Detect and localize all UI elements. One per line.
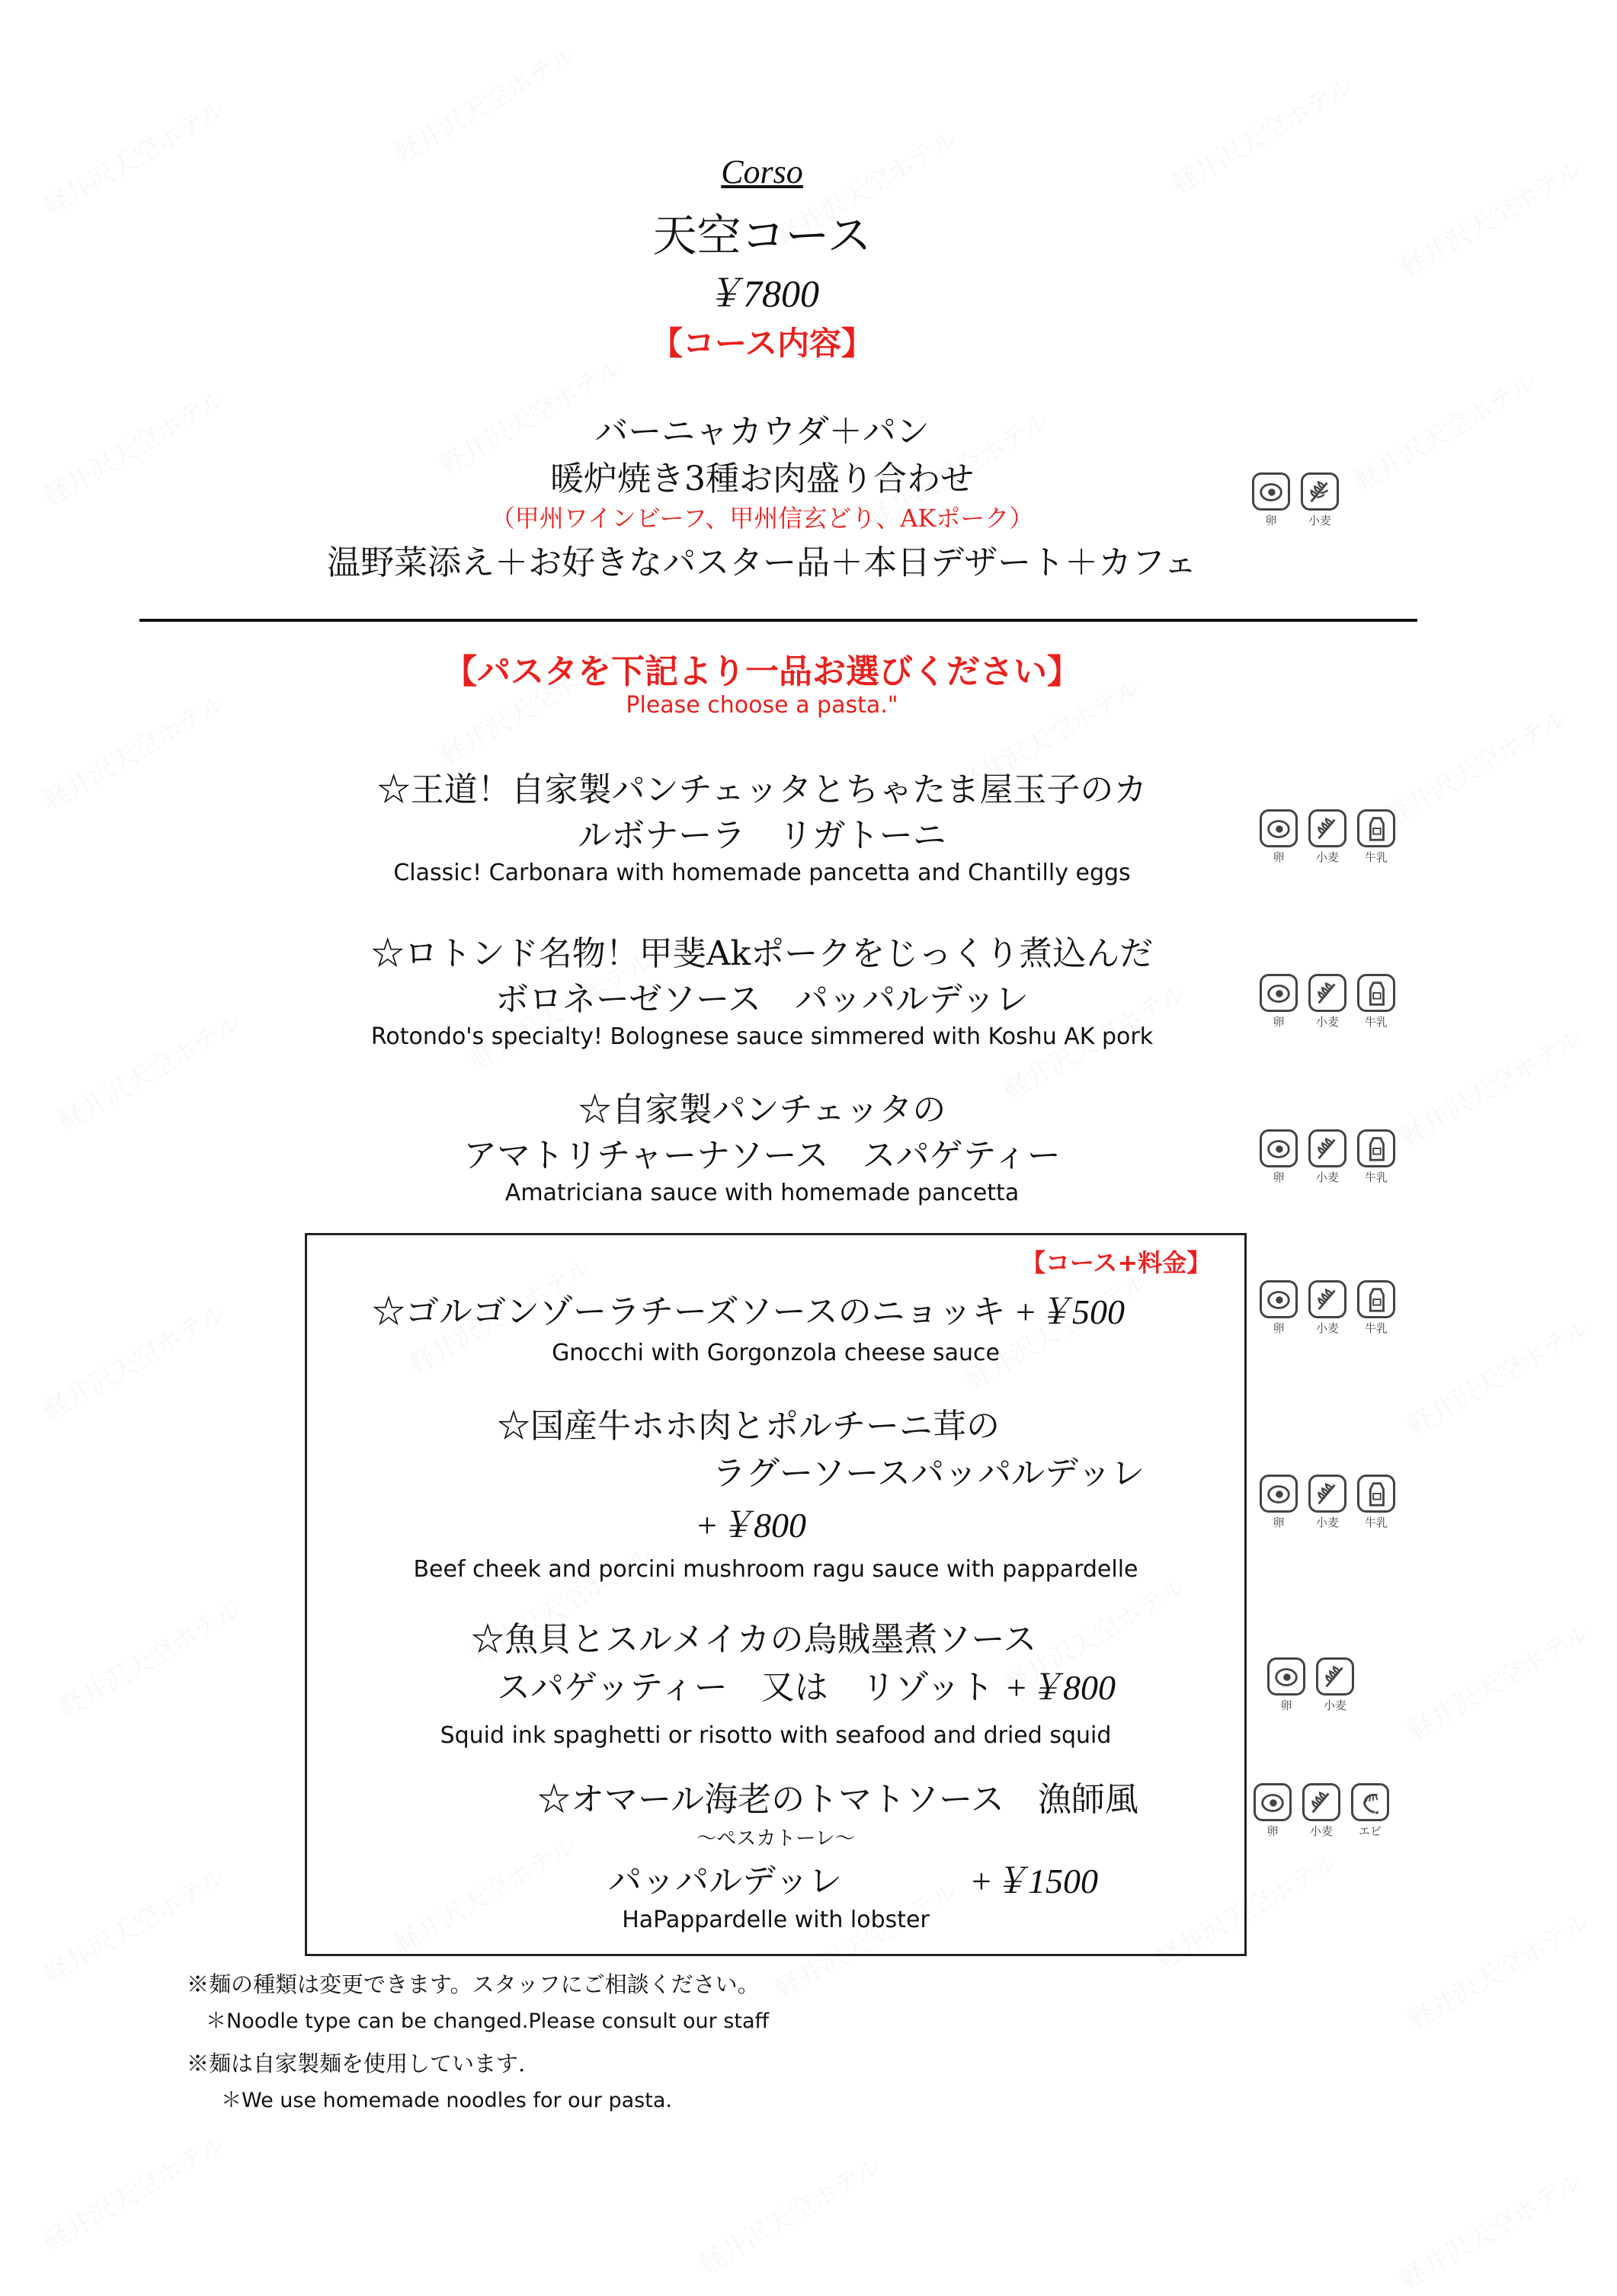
extra-3-name-line1: ☆魚貝とスルメイカの烏賊墨煮ソース xyxy=(471,1620,1037,1659)
extra-1-price: +￥500 xyxy=(1013,1292,1125,1331)
dish-1-name-line2: ルボナーラ リガトーニ xyxy=(578,816,946,855)
course-line-3: （甲州ワインビーフ、甲州信玄どり、AKポーク） xyxy=(490,504,1034,533)
wheat-icon xyxy=(1321,1662,1350,1691)
watermark-text xyxy=(1399,1612,1596,1748)
dish-3-english: Amatriciana sauce with homemade pancetta xyxy=(504,1180,1020,1206)
pasta-heading: 【パスタを下記より一品お選びください】 xyxy=(443,652,1081,691)
egg-icon xyxy=(1264,1479,1293,1508)
extra-3-english: Squid ink spaghetti or risotto with seafood and dried squid xyxy=(440,1722,1112,1749)
extra-2-name-line2: ラグーソースパッパルデッレ xyxy=(712,1454,1145,1493)
shrimp-icon xyxy=(1356,1788,1385,1817)
dish-2-name-line1: ☆ロトンド名物！甲斐Akポークをじっくり煮込んだ xyxy=(370,934,1154,973)
extra-charge-tag: 【コース+料金】 xyxy=(1021,1248,1212,1277)
egg-icon xyxy=(1264,1285,1293,1314)
allergens-dish-1: 卵 小麦 牛乳 xyxy=(1257,809,1398,865)
dish-3-name-line2: アマトリチャーナソース スパゲティー xyxy=(463,1136,1061,1175)
course-line-4: 温野菜添え＋お好きなパスター品＋本日デザート＋カフェ xyxy=(327,543,1197,582)
wheat-icon xyxy=(1313,1134,1342,1163)
allergens-dish-3: 卵 小麦 牛乳 xyxy=(1257,1129,1398,1185)
allergens-extra-1: 卵 小麦 牛乳 xyxy=(1257,1280,1398,1336)
course-line-1: バーニャカウダ＋パン xyxy=(594,412,930,451)
section-divider xyxy=(139,619,1417,622)
corso-label: Corso xyxy=(721,153,803,191)
watermark-text xyxy=(50,1590,248,1725)
extra-4-name-line2: パッパルデッレ xyxy=(608,1862,843,1901)
egg-icon xyxy=(1258,1788,1287,1817)
course-contents-heading: 【コース内容】 xyxy=(651,325,873,362)
extra-3-name-line2: スパゲッティー 又は リゾット xyxy=(497,1668,994,1707)
allergens-course xyxy=(1250,472,1341,528)
pasta-heading-en: Please choose a pasta." xyxy=(626,692,898,719)
watermark-text xyxy=(35,1292,232,1428)
wheat-icon xyxy=(1313,1479,1342,1508)
milk-icon xyxy=(1362,978,1391,1007)
milk-icon xyxy=(1362,814,1391,843)
dish-2-english: Rotondo's specialty! Bolognese sauce simmered with Koshu AK pork xyxy=(370,1023,1154,1050)
allergens-dish-2: 卵 小麦 牛乳 xyxy=(1257,974,1398,1030)
note-1-jp: ※麺の種類は変更できます。スタッフにご相談ください。 xyxy=(187,1971,760,1997)
wheat-icon xyxy=(1305,477,1334,506)
extra-4-english: HaPappardelle with lobster xyxy=(622,1907,930,1933)
watermark-text xyxy=(1399,1902,1596,2038)
note-1-en: ＊Noodle type can be changed.Please consult our staff xyxy=(206,2009,770,2033)
allergens-extra-4: 卵 小麦 エビ xyxy=(1251,1783,1391,1839)
watermark-text xyxy=(35,2123,232,2259)
extra-1-name: ☆ゴルゴンゾーラチーズソースのニョッキ xyxy=(372,1292,1006,1331)
wheat-allergen: 小麦 xyxy=(1298,472,1341,528)
milk-icon xyxy=(1362,1479,1391,1508)
dish-3-name-line1: ☆自家製パンチェッタの xyxy=(578,1090,946,1129)
course-line-2: 暖炉焼き3種お肉盛り合わせ xyxy=(550,460,974,498)
extra-4-subtitle: ～ペスカトーレ～ xyxy=(696,1827,855,1850)
egg-icon xyxy=(1264,814,1293,843)
watermark-text xyxy=(386,35,583,171)
extra-4-name-line1: ☆オマール海老のトマトソース 漁師風 xyxy=(537,1780,1138,1819)
dish-1-name-line1: ☆王道！自家製パンチェッタとちゃたま屋玉子のカ xyxy=(376,770,1148,809)
egg-icon xyxy=(1264,1134,1293,1163)
milk-icon xyxy=(1362,1134,1391,1163)
extra-2-name-line1: ☆国産牛ホホ肉とポルチーニ茸の xyxy=(497,1407,1000,1446)
watermark-text xyxy=(1391,2161,1589,2296)
note-2-en: ＊We use homemade noodles for our pasta. xyxy=(221,2089,672,2112)
extra-2-english: Beef cheek and porcini mushroom ragu sauce with pappardelle xyxy=(413,1556,1138,1583)
extra-1-english: Gnocchi with Gorgonzola cheese sauce xyxy=(552,1340,1000,1366)
dish-1-english: Classic! Carbonara with homemade pancetta and Chantilly eggs xyxy=(393,860,1131,886)
milk-icon xyxy=(1362,1285,1391,1314)
wheat-icon xyxy=(1313,978,1342,1007)
wheat-icon xyxy=(1313,1285,1342,1314)
egg-allergen: 卵 xyxy=(1250,472,1292,528)
wheat-icon xyxy=(1313,814,1342,843)
dish-2-name-line2: ボロネーゼソース パッパルデッレ xyxy=(495,980,1029,1019)
egg-icon xyxy=(1264,978,1293,1007)
egg-icon xyxy=(1257,477,1286,506)
watermark-text xyxy=(690,2146,888,2282)
extra-4-price: +￥1500 xyxy=(969,1862,1099,1901)
note-2-jp: ※麺は自家製麺を使用しています. xyxy=(187,2051,526,2077)
watermark-text xyxy=(1399,1308,1596,1443)
extra-2-price: +￥800 xyxy=(695,1506,807,1545)
course-title: 天空コース xyxy=(652,210,872,261)
egg-icon xyxy=(1272,1662,1301,1691)
allergens-extra-3: 卵 小麦 xyxy=(1265,1657,1356,1713)
allergens-extra-2: 卵 小麦 牛乳 xyxy=(1257,1475,1398,1530)
wheat-icon xyxy=(1307,1788,1336,1817)
extra-3-price: +￥800 xyxy=(1004,1668,1116,1707)
course-price: ￥7800 xyxy=(705,272,819,315)
